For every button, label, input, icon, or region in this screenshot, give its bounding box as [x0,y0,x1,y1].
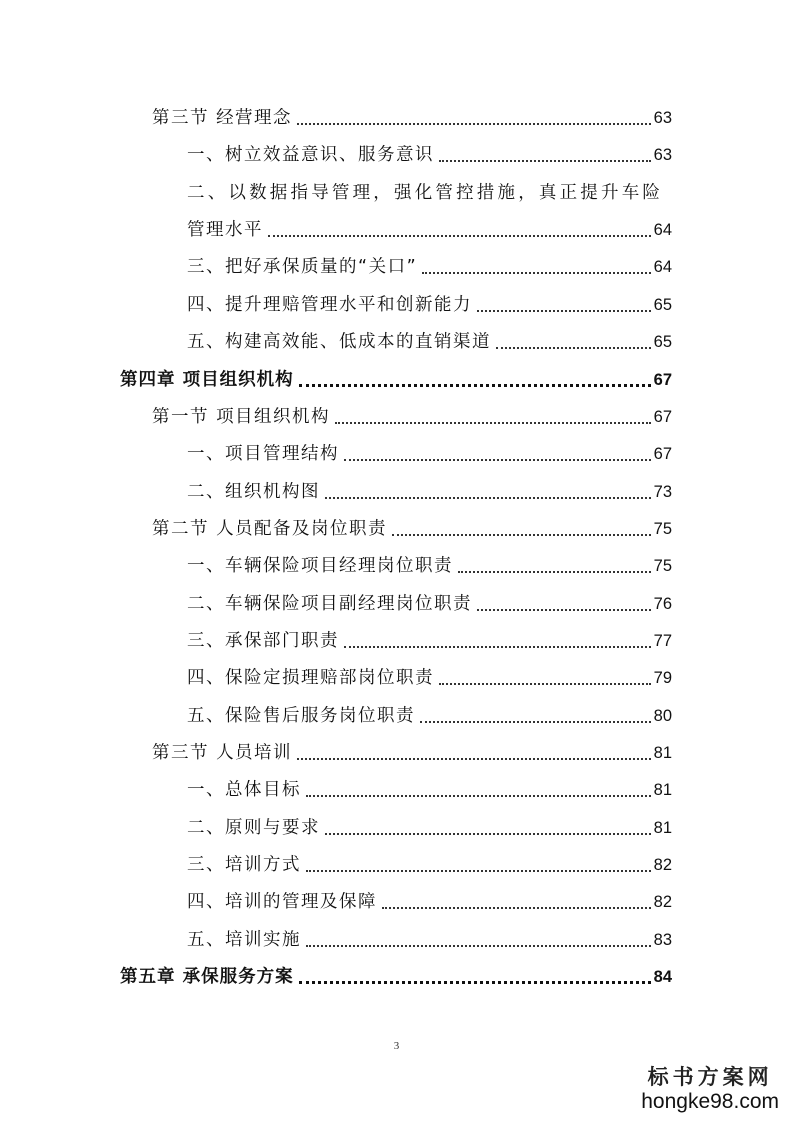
toc-entry[interactable] [187,555,672,577]
toc-entry-page: 67 [653,445,672,463]
toc-entry[interactable] [152,406,672,428]
dot-leader [422,272,651,274]
toc-entry-page: 77 [653,632,672,650]
toc-entry-wrapped[interactable] [187,182,672,204]
toc-entry-page: 64 [653,258,672,276]
toc-entry-page: 80 [653,707,672,725]
toc-entry-title: 三、承保部门职责 [187,631,339,651]
dot-leader [306,870,651,872]
toc-entry-page: 79 [653,669,672,687]
toc-entry-page: 82 [653,893,672,911]
toc-chapter[interactable] [120,966,672,988]
toc-entry-page: 67 [653,408,672,426]
toc-entry-title: 第五章 承保服务方案 [120,967,294,987]
dot-leader [325,497,651,499]
toc-entry-page: 65 [653,333,672,351]
toc-entry-page: 63 [653,146,672,164]
toc-entry[interactable] [187,256,672,278]
toc-entry[interactable] [152,518,672,540]
dot-leader [344,459,651,461]
toc-chapter[interactable] [120,369,672,391]
dot-leader [458,571,651,573]
toc-entry-title: 四、提升理赔管理水平和创新能力 [187,295,472,315]
toc-entry-title: 五、保险售后服务岗位职责 [187,706,415,726]
toc-entry-page: 83 [653,931,672,949]
toc-entry-page: 82 [653,856,672,874]
dot-leader [306,795,651,797]
dot-leader [477,609,651,611]
dot-leader [299,384,651,387]
toc-entry[interactable] [187,667,672,689]
toc-entry-title: 二、原则与要求 [187,818,320,838]
toc-entry[interactable] [187,481,672,503]
toc-entry-title: 二、以数据指导管理，强化管控措施，真正提升车险 [187,183,664,203]
toc-entry-page: 81 [653,781,672,799]
toc-entry[interactable] [152,107,672,129]
toc-entry-page: 65 [653,296,672,314]
toc-entry[interactable] [187,294,672,316]
toc-entry-page: 76 [653,595,672,613]
toc-entry-page: 64 [653,221,672,239]
dot-leader [297,758,651,760]
toc-entry-title: 五、培训实施 [187,930,301,950]
toc-entry-title: 一、总体目标 [187,780,301,800]
toc-entry-page: 67 [653,371,672,389]
dot-leader [420,721,651,723]
toc-entry-page: 73 [653,483,672,501]
toc-entry[interactable] [187,854,672,876]
toc-entry-page: 81 [653,744,672,762]
watermark-brand: 标书方案网 [647,1064,773,1089]
toc-entry-title: 三、把好承保质量的“关口” [187,257,418,277]
toc-entry[interactable] [152,742,672,764]
toc-entry-title: 一、项目管理结构 [187,444,339,464]
toc-entry-title: 二、车辆保险项目副经理岗位职责 [187,594,472,614]
dot-leader [477,310,651,312]
toc-entry-title: 二、组织机构图 [187,482,320,502]
toc-entry-title: 第一节 项目组织机构 [152,407,331,427]
toc-entry-page: 84 [653,968,672,986]
toc-entry-title: 三、培训方式 [187,855,301,875]
dot-leader [496,347,651,349]
toc-entry-title: 一、树立效益意识、服务意识 [187,145,434,165]
dot-leader [335,422,651,424]
toc-entry[interactable] [187,144,672,166]
dot-leader [344,646,651,648]
dot-leader [439,160,651,162]
dot-leader [306,945,651,947]
watermark-url: hongke98.com [641,1090,779,1113]
toc-entry[interactable] [187,219,672,241]
toc-entry[interactable] [187,705,672,727]
dot-leader [392,534,651,536]
page-number: 3 [393,1040,400,1052]
toc-entry-title: 第四章 项目组织机构 [120,370,294,390]
toc-entry-title: 四、保险定损理赔部岗位职责 [187,668,434,688]
dot-leader [382,907,651,909]
toc-entry[interactable] [187,593,672,615]
dot-leader [439,683,651,685]
toc-entry[interactable] [187,891,672,913]
dot-leader [268,235,651,237]
toc-entry[interactable] [187,779,672,801]
toc-entry-title: 一、车辆保险项目经理岗位职责 [187,556,453,576]
toc-entry[interactable] [187,443,672,465]
toc-entry[interactable] [187,331,672,353]
toc-entry-title: 第三节 经营理念 [152,108,293,128]
watermark [641,1064,779,1114]
toc-entry[interactable] [187,817,672,839]
dot-leader [299,981,651,984]
dot-leader [325,833,651,835]
dot-leader [297,123,651,125]
toc-entry-title: 第三节 人员培训 [152,743,293,763]
toc-entry-page: 75 [653,520,672,538]
toc-entry-title: 管理水平 [187,220,263,240]
toc-entry[interactable] [187,929,672,951]
toc-entry-title: 四、培训的管理及保障 [187,892,377,912]
toc-entry-title: 五、构建高效能、低成本的直销渠道 [187,332,491,352]
toc-entry[interactable] [187,630,672,652]
toc-entry-page: 75 [653,557,672,575]
toc-entry-title: 第二节 人员配备及岗位职责 [152,519,388,539]
toc-entry-page: 81 [653,819,672,837]
toc-entry-page: 63 [653,109,672,127]
